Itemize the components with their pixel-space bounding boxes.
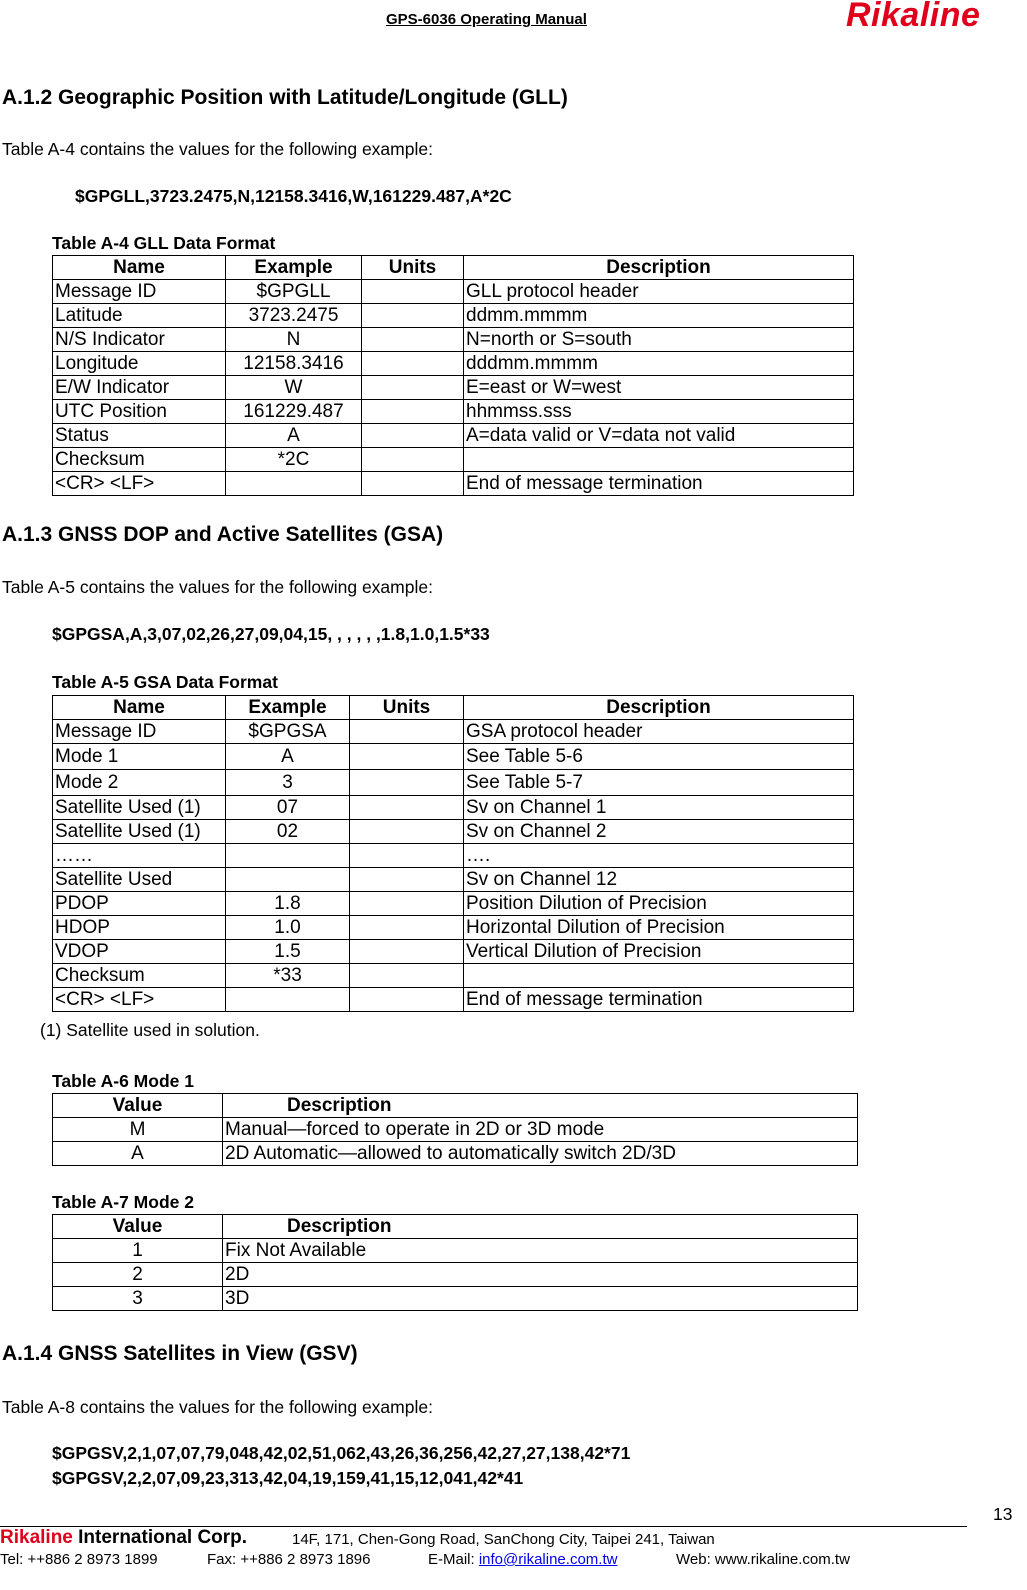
table-row <box>53 280 854 304</box>
table-cell: GSA protocol header <box>464 720 854 744</box>
column-header-example: Example <box>226 256 362 280</box>
table-row <box>53 796 854 820</box>
column-header-value: Value <box>53 1094 223 1118</box>
table-row <box>53 1263 858 1287</box>
table-row <box>53 720 854 744</box>
mode1-table-caption: Table A-6 Mode 1 <box>52 1071 194 1091</box>
gsv-heading: A.1.4 GNSS Satellites in View (GSV) <box>2 1342 358 1365</box>
table-cell <box>362 472 464 496</box>
table-cell: 2 <box>53 1263 223 1287</box>
table-cell <box>350 820 464 844</box>
column-header-name: Name <box>53 256 226 280</box>
gsv-example-sentence-1: $GPGSV,2,1,07,07,79,048,42,02,51,062,43,26,36,256,42,27,27,138,42*71 <box>52 1443 631 1463</box>
table-cell <box>362 376 464 400</box>
table-cell: See Table 5-6 <box>464 744 854 770</box>
table-cell <box>464 964 854 988</box>
mode1-header-row <box>53 1094 858 1118</box>
gll-heading: A.1.2 Geographic Position with Latitude/Longitude (GLL) <box>2 86 568 109</box>
table-cell: Satellite Used <box>53 868 226 892</box>
table-cell <box>362 448 464 472</box>
table-cell: Sv on Channel 1 <box>464 796 854 820</box>
mode2-table-caption: Table A-7 Mode 2 <box>52 1192 194 1212</box>
table-cell: 02 <box>226 820 350 844</box>
table-cell <box>226 988 350 1012</box>
mode1-table <box>52 1093 858 1166</box>
table-cell: Position Dilution of Precision <box>464 892 854 916</box>
footer-tel: Tel: ++886 2 8973 1899 <box>0 1551 158 1568</box>
table-cell: …. <box>464 844 854 868</box>
table-cell <box>350 744 464 770</box>
table-row <box>53 400 854 424</box>
table-cell <box>350 844 464 868</box>
gsv-intro: Table A-8 contains the values for the following example: <box>2 1397 433 1417</box>
table-cell: <CR> <LF> <box>53 988 226 1012</box>
footer-fax: Fax: ++886 2 8973 1896 <box>207 1551 371 1568</box>
gll-header-row <box>53 256 854 280</box>
table-cell: Sv on Channel 2 <box>464 820 854 844</box>
table-cell: Manual—forced to operate in 2D or 3D mode <box>223 1118 858 1142</box>
footer-company <box>0 1527 247 1549</box>
table-cell: 161229.487 <box>226 400 362 424</box>
footer-web: Web: www.rikaline.com.tw <box>676 1551 850 1568</box>
table-cell: *33 <box>226 964 350 988</box>
table-cell: W <box>226 376 362 400</box>
table-cell: …… <box>53 844 226 868</box>
gsv-example-sentence-2: $GPGSV,2,2,07,09,23,313,42,04,19,159,41,15,12,041,42*41 <box>52 1468 524 1488</box>
table-row <box>53 472 854 496</box>
table-cell: A=data valid or V=data not valid <box>464 424 854 448</box>
table-cell: 07 <box>226 796 350 820</box>
column-header-units: Units <box>350 696 464 720</box>
column-header-name: Name <box>53 696 226 720</box>
table-cell: dddmm.mmmm <box>464 352 854 376</box>
table-cell: ddmm.mmmm <box>464 304 854 328</box>
table-row <box>53 376 854 400</box>
column-header-example: Example <box>226 696 350 720</box>
table-cell: 3 <box>226 770 350 796</box>
table-cell <box>226 472 362 496</box>
manual-title: GPS-6036 Operating Manual <box>386 11 587 28</box>
table-row <box>53 1287 858 1311</box>
table-row <box>53 304 854 328</box>
table-cell: E=east or W=west <box>464 376 854 400</box>
table-cell <box>226 844 350 868</box>
table-cell: Checksum <box>53 448 226 472</box>
column-header-description: Description <box>464 256 854 280</box>
table-cell: N/S Indicator <box>53 328 226 352</box>
table-row <box>53 770 854 796</box>
table-cell <box>350 892 464 916</box>
table-cell: Status <box>53 424 226 448</box>
footer-email <box>428 1551 617 1568</box>
table-cell <box>362 280 464 304</box>
table-cell: E/W Indicator <box>53 376 226 400</box>
table-cell <box>350 770 464 796</box>
table-cell: hhmmss.sss <box>464 400 854 424</box>
table-cell: 1.8 <box>226 892 350 916</box>
gll-intro: Table A-4 contains the values for the following example: <box>2 139 433 159</box>
mode2-header-row <box>53 1215 858 1239</box>
table-cell <box>350 964 464 988</box>
table-cell: 3723.2475 <box>226 304 362 328</box>
footer-company-suffix: International Corp. <box>72 1527 248 1548</box>
table-cell: N=north or S=south <box>464 328 854 352</box>
table-cell: 3 <box>53 1287 223 1311</box>
table-row <box>53 448 854 472</box>
table-cell <box>350 916 464 940</box>
table-cell: M <box>53 1118 223 1142</box>
table-cell <box>362 328 464 352</box>
gsa-table-caption: Table A-5 GSA Data Format <box>52 672 278 692</box>
table-cell <box>350 796 464 820</box>
table-row <box>53 1142 858 1166</box>
table-cell: 2D Automatic—allowed to automatically switch 2D/3D <box>223 1142 858 1166</box>
column-header-value: Value <box>53 1215 223 1239</box>
page-number: 13 <box>993 1504 1013 1524</box>
table-cell: Sv on Channel 12 <box>464 868 854 892</box>
table-cell: Satellite Used (1) <box>53 796 226 820</box>
table-cell: GLL protocol header <box>464 280 854 304</box>
table-row <box>53 424 854 448</box>
footer-company-brand: Rikaline <box>0 1527 73 1548</box>
footer-address: 14F, 171, Chen-Gong Road, SanChong City, Taipei 241, Taiwan <box>292 1531 715 1548</box>
table-cell: Latitude <box>53 304 226 328</box>
table-cell <box>362 352 464 376</box>
gll-table-caption: Table A-4 GLL Data Format <box>52 233 276 253</box>
table-cell <box>350 868 464 892</box>
table-cell: Longitude <box>53 352 226 376</box>
table-cell <box>464 448 854 472</box>
table-cell: $GPGSA <box>226 720 350 744</box>
table-cell: Checksum <box>53 964 226 988</box>
gsa-intro: Table A-5 contains the values for the following example: <box>2 577 433 597</box>
column-header-units: Units <box>362 256 464 280</box>
table-cell: See Table 5-7 <box>464 770 854 796</box>
table-cell: Mode 2 <box>53 770 226 796</box>
table-cell: HDOP <box>53 916 226 940</box>
table-row <box>53 916 854 940</box>
footer-email-link[interactable]: info@rikaline.com.tw <box>478 1551 618 1568</box>
table-cell: 1 <box>53 1239 223 1263</box>
table-cell: Mode 1 <box>53 744 226 770</box>
gll-data-table <box>52 255 854 496</box>
table-cell: VDOP <box>53 940 226 964</box>
table-row <box>53 1118 858 1142</box>
table-cell: PDOP <box>53 892 226 916</box>
table-row <box>53 964 854 988</box>
table-cell: $GPGLL <box>226 280 362 304</box>
table-cell: UTC Position <box>53 400 226 424</box>
table-cell: 1.5 <box>226 940 350 964</box>
table-cell: A <box>226 744 350 770</box>
table-cell: N <box>226 328 362 352</box>
table-cell <box>226 868 350 892</box>
table-cell <box>350 940 464 964</box>
table-row <box>53 352 854 376</box>
gsa-heading: A.1.3 GNSS DOP and Active Satellites (GSA) <box>2 523 444 546</box>
column-header-description: Description <box>464 696 854 720</box>
gsa-data-table <box>52 695 854 1012</box>
table-row <box>53 940 854 964</box>
table-row <box>53 1239 858 1263</box>
gll-example-sentence: $GPGLL,3723.2475,N,12158.3416,W,161229.487,A*2C <box>75 186 512 206</box>
table-cell: Horizontal Dilution of Precision <box>464 916 854 940</box>
table-cell: <CR> <LF> <box>53 472 226 496</box>
table-cell: 2D <box>223 1263 858 1287</box>
table-cell <box>350 988 464 1012</box>
table-row <box>53 744 854 770</box>
mode2-table <box>52 1214 858 1311</box>
table-cell: *2C <box>226 448 362 472</box>
table-row <box>53 868 854 892</box>
gsa-footnote: (1) Satellite used in solution. <box>40 1020 260 1040</box>
table-cell: Message ID <box>53 720 226 744</box>
table-row <box>53 892 854 916</box>
table-cell: A <box>53 1142 223 1166</box>
table-cell: 12158.3416 <box>226 352 362 376</box>
table-cell <box>362 424 464 448</box>
table-cell: 3D <box>223 1287 858 1311</box>
table-cell: Message ID <box>53 280 226 304</box>
table-cell: A <box>226 424 362 448</box>
table-cell: End of message termination <box>464 988 854 1012</box>
table-cell <box>362 304 464 328</box>
table-cell <box>362 400 464 424</box>
gsa-header-row <box>53 696 854 720</box>
rikaline-logo: Rikaline <box>846 0 981 34</box>
footer-email-label: E-Mail: <box>428 1551 479 1568</box>
column-header-description: Description <box>223 1215 858 1239</box>
gsa-example-sentence: $GPGSA,A,3,07,02,26,27,09,04,15, , , , , ,1.8,1.0,1.5*33 <box>52 624 490 644</box>
table-cell: Vertical Dilution of Precision <box>464 940 854 964</box>
table-row <box>53 988 854 1012</box>
column-header-description: Description <box>223 1094 858 1118</box>
table-row <box>53 844 854 868</box>
table-cell: 1.0 <box>226 916 350 940</box>
table-row <box>53 820 854 844</box>
table-cell: End of message termination <box>464 472 854 496</box>
table-cell: Fix Not Available <box>223 1239 858 1263</box>
table-cell: Satellite Used (1) <box>53 820 226 844</box>
table-cell <box>350 720 464 744</box>
table-row <box>53 328 854 352</box>
